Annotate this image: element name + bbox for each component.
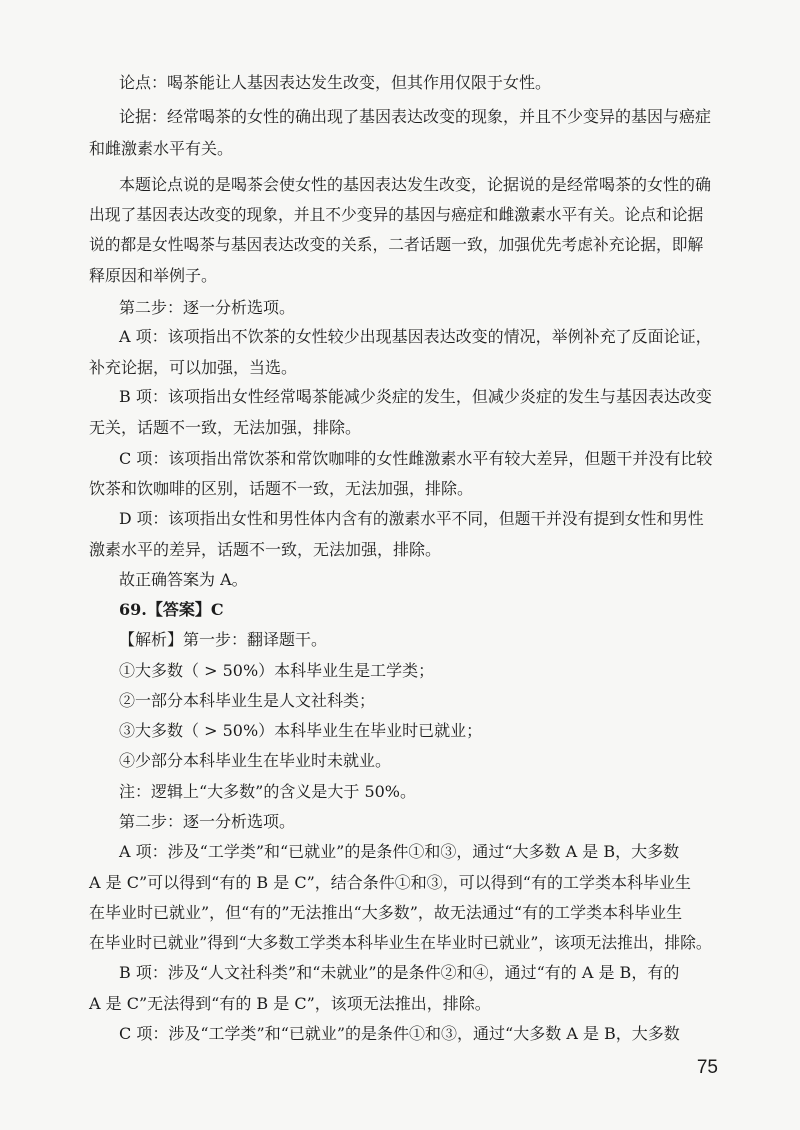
- text-line: A 项：涉及“工学类”和“已就业”的是条件①和③，通过“大多数 A 是 B，大多数: [119, 842, 680, 861]
- text-line: C 项：涉及“工学类”和“已就业”的是条件①和③，通过“大多数 A 是 B，大多数: [119, 1024, 680, 1043]
- text-line: 论据：经常喝茶的女性的确出现了基因表达改变的现象，并且不少变异的基因与癌症: [119, 107, 712, 126]
- text-line: 和雌激素水平有关。: [89, 139, 234, 158]
- text-line: B 项：涉及“人文社科类”和“未就业”的是条件②和④，通过“有的 A 是 B，有的: [119, 963, 680, 982]
- text-line: 本题论点说的是喝茶会使女性的基因表达发生改变，论据说的是经常喝茶的女性的确: [119, 175, 712, 194]
- text-line: 注：逻辑上“大多数”的含义是大于 50%。: [119, 782, 417, 801]
- text-line: 论点：喝茶能让人基因表达发生改变，但其作用仅限于女性。: [119, 73, 552, 92]
- text-line: ②一部分本科毕业生是人文社科类；: [119, 691, 376, 710]
- text-line: B 项：该项指出女性经常喝茶能减少炎症的发生，但减少炎症的发生与基因表达改变: [119, 387, 712, 406]
- text-line: 在毕业时已就业”得到“大多数工学类本科毕业生在毕业时已就业”，该项无法推出，排除。: [89, 933, 712, 952]
- text-line: 释原因和举例子。: [89, 266, 218, 285]
- text-line: C 项：该项指出常饮茶和常饮咖啡的女性雌激素水平有较大差异，但题干并没有比较: [119, 449, 713, 468]
- text-line: ③大多数（ > 50%）本科毕业生在毕业时已就业；: [119, 721, 483, 740]
- text-line: 故正确答案为 A。: [119, 570, 248, 589]
- text-line: 无关，话题不一致，无法加强，排除。: [89, 418, 362, 437]
- text-line: ①大多数（ > 50%）本科毕业生是工学类；: [119, 661, 435, 680]
- text-line: 出现了基因表达改变的现象，并且不少变异的基因与癌症和雌激素水平有关。论点和论据: [89, 205, 704, 224]
- page-number: 75: [696, 1057, 718, 1078]
- text-line: 【解析】第一步：翻译题干。: [119, 630, 328, 649]
- text-line: A 是 C”可以得到“有的 B 是 C”，结合条件①和③，可以得到“有的工学类本科毕业生: [89, 873, 691, 892]
- text-line: 说的都是女性喝茶与基因表达改变的关系，二者话题一致，加强优先考虑补充论据，即解: [89, 235, 704, 254]
- text-line: ④少部分本科毕业生在毕业时未就业。: [119, 751, 392, 770]
- text-line: 激素水平的差异，话题不一致，无法加强，排除。: [89, 540, 442, 559]
- answer-heading: 69.【答案】C: [119, 600, 224, 619]
- text-line: A 是 C”无法得到“有的 B 是 C”，该项无法推出，排除。: [89, 994, 491, 1013]
- text-line: 在毕业时已就业”，但“有的”无法推出“大多数”，故无法通过“有的工学类本科毕业生: [89, 903, 683, 922]
- text-line: 第二步：逐一分析选项。: [119, 812, 296, 831]
- text-line: 补充论据，可以加强，当选。: [89, 358, 298, 377]
- text-line: A 项：该项指出不饮茶的女性较少出现基因表达改变的情况，举例补充了反面论证，: [119, 327, 712, 346]
- text-line: 第二步：逐一分析选项。: [119, 298, 296, 317]
- text-line: D 项：该项指出女性和男性体内含有的激素水平不同，但题干并没有提到女性和男性: [119, 509, 704, 528]
- text-line: 饮茶和饮咖啡的区别，话题不一致，无法加强，排除。: [89, 479, 474, 498]
